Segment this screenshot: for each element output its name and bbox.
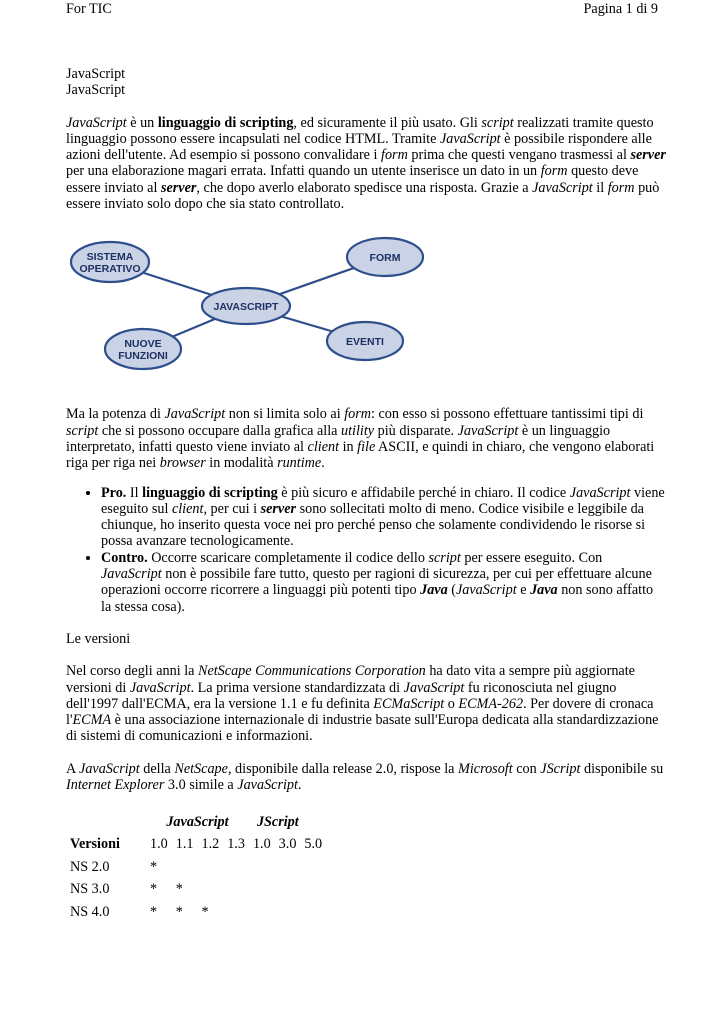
table-row-label: NS 4.0 <box>70 903 110 920</box>
netscape-paragraph: A JavaScript della NetScape, disponibile dalla release 2.0, rispose la Microsoft con JScript disponibile su Internet Explorer 3.0 simile a JavaScript. <box>66 760 664 794</box>
potenza-paragraph: Ma la potenza di JavaScript non si limita solo ai form: con esso si possono effettuare tantissimi tipi di script che si possono occupare dalla grafica alla utility più disparate. JavaScript è un linguaggio interpretato, infatti questo viene inviato al client in file ASCII, e quindi in chiaro, che vengono elaborati riga per riga nei browser in modalità runtime. <box>66 406 655 472</box>
table-cell <box>300 901 326 924</box>
text-run: script <box>66 422 99 439</box>
diagram-node-label: SISTEMA OPERATIVO <box>79 251 141 276</box>
diagram-center-label: JAVASCRIPT <box>213 301 279 314</box>
text-run: JavaScript <box>532 179 593 196</box>
table-cell <box>249 856 275 879</box>
table-cell: * <box>175 903 183 920</box>
table-col-header: 5.0 <box>304 836 323 853</box>
text-run: server <box>160 179 197 196</box>
text-run: NetScape Communications Corporation <box>197 663 426 680</box>
table-cell <box>223 856 249 879</box>
table-cell: * <box>150 881 158 898</box>
text-run: JScript <box>540 760 581 777</box>
table-row <box>68 901 326 924</box>
javascript-diagram <box>66 234 606 384</box>
text-run: Java <box>530 582 558 599</box>
text-run: JavaScript <box>164 406 226 423</box>
text-run: JavaScript <box>439 130 501 147</box>
text-run: script <box>428 549 461 566</box>
text-run: JavaScript <box>129 679 191 696</box>
list-item-pro: • Pro. Il linguaggio di scripting è più sicuro e affidabile perché in chiaro. Il codice JavaScript viene eseguito sul client, per cui i server sono sollecitati molto di meno. Codice visibile e leggibile da chiunque, ho inserito questa voce nei pro perché penso che solamente condividendo le risorse si possa avanzare tecnologicamente. <box>101 485 666 550</box>
table-cell <box>300 856 326 879</box>
text-run: NetScape <box>174 760 228 777</box>
table-cell <box>275 878 301 901</box>
table-col-header: 1.0 <box>150 836 168 853</box>
diagram-node <box>327 322 403 360</box>
text-run: form <box>344 406 371 423</box>
table-cell <box>249 901 275 924</box>
versions-heading: Le versioni <box>66 630 131 647</box>
text-run: JavaScript <box>455 582 517 599</box>
text-run: form <box>381 147 408 164</box>
table-row <box>68 878 326 901</box>
versions-table <box>68 811 326 923</box>
text-run: Microsoft <box>458 760 513 777</box>
group-header-jscript: JScript <box>256 814 299 831</box>
intro-paragraph: JavaScript è un linguaggio di scripting, ed sicuramente il più usato. Gli script realizzati tramite questo linguaggio possono essere incapsulati nel codice HTML. Tramite JavaScript è possibile rispondere alle azioni dell'utente. Ad esempio si possono convalidare i form prima che questi vengano trasmessi al server per una elaborazione magari errata. Infatti quando un utente inserisce un dato in un form questo deve essere inviato al server, che dopo averlo elaborato spedisce una risposta. Grazie a JavaScript il form può essere inviato solo dopo che sia stato controllato. <box>66 114 666 213</box>
page-number: Pagina 1 di 9 <box>583 1 658 17</box>
table-cell <box>275 856 301 879</box>
table-cell <box>197 856 223 879</box>
text-run: JavaScript <box>457 422 519 439</box>
table-col-header: 1.1 <box>175 836 194 853</box>
table-cell <box>197 878 223 901</box>
text-run: linguaggio di scripting <box>142 484 278 501</box>
table-group-header-row <box>68 811 326 833</box>
table-row-label: NS 2.0 <box>70 858 110 875</box>
table-cell: * <box>175 881 183 898</box>
diagram-node <box>71 242 149 282</box>
table-row-label: NS 3.0 <box>70 881 110 898</box>
table-cell <box>249 878 275 901</box>
table-cell: * <box>150 858 158 875</box>
text-run: JavaScript <box>101 566 162 583</box>
text-run: server <box>260 500 297 517</box>
text-run: client <box>307 438 340 455</box>
table-row <box>68 856 326 879</box>
table-cell: * <box>201 903 209 920</box>
text-run: ECMA-262 <box>458 695 524 712</box>
table-cell <box>172 856 198 879</box>
text-run: JavaScript <box>79 760 140 777</box>
text-run: JavaScript <box>66 114 127 131</box>
diagram-center-node <box>202 288 290 324</box>
text-run: ECMA <box>72 712 112 729</box>
text-run: server <box>630 147 666 164</box>
table-col-header: 1.0 <box>252 836 271 853</box>
text-run: Internet Explorer <box>66 777 165 794</box>
text-run: utility <box>340 422 375 439</box>
text-run: file <box>357 438 376 455</box>
table-cell <box>275 901 301 924</box>
text-run: script <box>481 114 514 131</box>
diagram-node-label: NUOVE FUNZIONI <box>118 338 168 363</box>
versions-paragraph: Nel corso degli anni la NetScape Communications Corporation ha dato vita a sempre più aggiornate versioni di JavaScript. La prima versione standardizzata di JavaScript fu riconosciuta nel giugno dell'1997 dall'ECMA, era la versione 1.1 e fu definita ECMaScript o ECMA-262. Per dovere di cronaca l'ECMA è una associazione internazionale di industrie basate sull'Europa dedicata alla standardizzazione di sistemi di comunicazioni e informazioni. <box>66 663 659 745</box>
text-run: form <box>607 179 635 196</box>
text-run: runtime <box>277 455 322 472</box>
group-header-javascript: JavaScript <box>166 814 229 831</box>
table-row-label-header: Versioni <box>70 836 120 853</box>
diagram-node <box>105 329 181 369</box>
title-line-2: JavaScript <box>66 82 126 99</box>
diagram-nodes <box>71 238 423 369</box>
table-cell <box>223 878 249 901</box>
list-item-contro: • Contro. Occorre scaricare completamente il codice dello script per essere eseguito. Con JavaScript non è possibile fare tutto, questo per ragioni di sicurezza, per cui per effettuare alcune operazioni occorre ricorrere a linguaggi più potenti tipo Java (JavaScript e Java non sono affatto la stessa cosa). <box>101 550 666 615</box>
text-run: linguaggio di scripting <box>157 114 294 131</box>
text-run: browser <box>159 455 206 472</box>
pro-contro-list <box>66 485 666 615</box>
text-run: Contro. <box>101 549 148 566</box>
title-line-1: JavaScript <box>66 66 126 82</box>
diagram-node <box>347 238 423 276</box>
text-run: client <box>171 500 204 517</box>
diagram-node-label: FORM <box>369 252 401 265</box>
table-cell <box>300 878 326 901</box>
text-run: Pro. <box>101 484 127 501</box>
table-header-row <box>68 833 326 856</box>
table-col-header: 3.0 <box>278 836 297 853</box>
text-run: form <box>540 163 568 180</box>
diagram-node-label: EVENTI <box>346 336 384 349</box>
text-run: JavaScript <box>569 484 631 501</box>
text-run: JavaScript <box>237 777 298 794</box>
table-cell <box>223 901 249 924</box>
table-col-header: 1.3 <box>227 836 245 853</box>
text-run: Java <box>420 582 448 599</box>
text-run: ECMaScript <box>373 695 445 712</box>
table-cell: * <box>150 903 158 920</box>
table-col-header: 1.2 <box>201 836 220 853</box>
document-body <box>66 66 666 923</box>
header-left: For TIC <box>66 1 112 17</box>
text-run: JavaScript <box>403 679 465 696</box>
